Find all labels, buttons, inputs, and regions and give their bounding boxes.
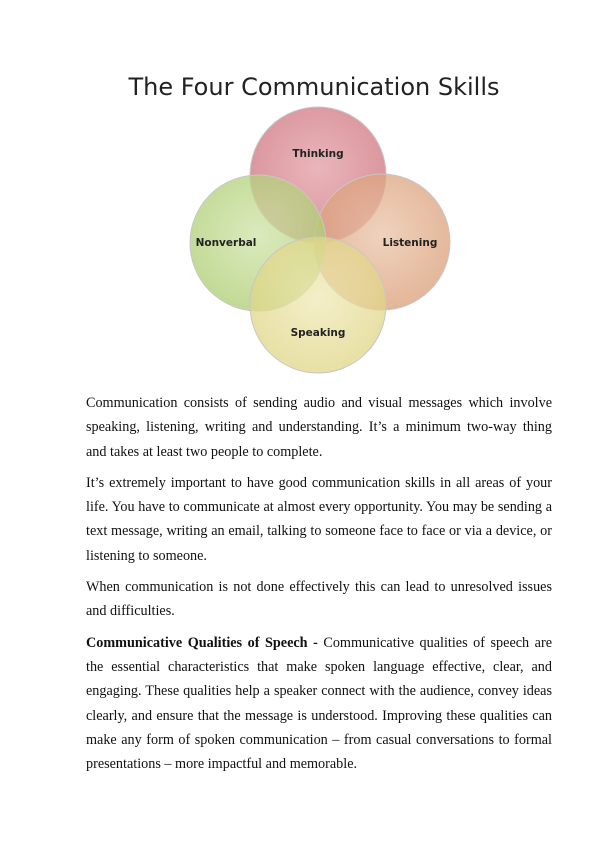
thinking-label: Thinking	[292, 148, 344, 160]
qualities-body: Communicative qualities of speech are the essential characteristics that make spoken language effective, clear, and engaging. These qualities help a speaker connect with the audience, convey ideas clearly, and ensure that the message is understood. Improving these qualities can make any form of spoken communication – from casual conversations to formal presentations – more impactful and memorable.	[86, 634, 552, 773]
venn-diagram	[0, 60, 596, 380]
paragraph-importance: It’s extremely important to have good communication skills in all areas of your life. You have to communicate at almost every opportunity. You may be sending a text message, writing an email, talking to someone face to face or via a device, or listening to someone.	[86, 474, 552, 564]
speaking-circle	[250, 237, 386, 373]
listening-label: Listening	[382, 237, 438, 249]
qualities-heading: Communicative Qualities of Speech -	[86, 634, 318, 651]
body-text	[86, 391, 552, 783]
nonverbal-label: Nonverbal	[195, 237, 257, 249]
paragraph-qualities	[86, 631, 552, 777]
venn-diagram-figure	[0, 60, 596, 380]
speaking-label: Speaking	[290, 327, 346, 339]
diagram-title: The Four Communication Skills	[128, 73, 500, 101]
paragraph-ineffective: When communication is not done effectively this can lead to unresolved issues and difficulties.	[86, 579, 552, 620]
paragraph-intro: Communication consists of sending audio and visual messages which involve speaking, listening, writing and understanding. It’s a minimum two-way thing and takes at least two people to complete.	[86, 395, 552, 460]
